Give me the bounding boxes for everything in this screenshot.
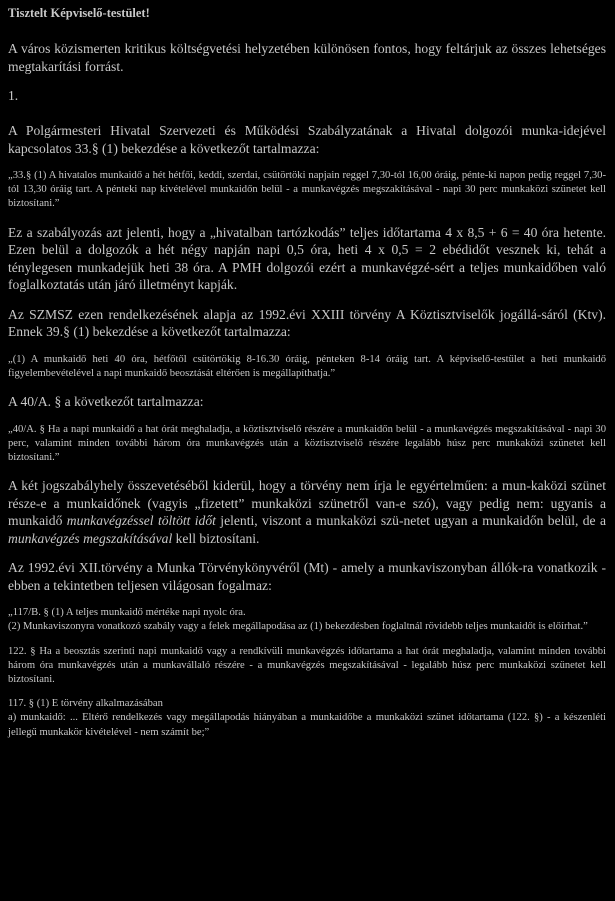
comparison-text-3: kell biztosítani. [172,530,260,546]
quote-ktv-39: „(1) A munkaidő heti 40 óra, hétfőtől csütörtökig 8-16.30 óráig, pénteken 8-14 óráig tart. A képviselő-testület a heti munkaidő figyelembevételével a napi munkaidő beosztását eltérően is megállapíthatja.” [8,353,606,379]
comparison-text-1: A két jogszabályhely összevetéséből kiderül, hogy a törvény nem írja le egyértelműen: a mun-kaközi szünet része-e a munkaidőnek (vagyis „fizetett” munkaközi szünetről van-e szó), vagy pedig nem: ugyanis a munkaidő [8,478,606,529]
paragraph-40a-intro: A 40/A. § a következőt tartalmazza: [8,394,204,410]
intro-paragraph: A város közismerten kritikus költségvetési helyzetében különösen fontos, hogy feltárjuk az összes lehetséges megtakarítási forrást. [8,41,606,74]
quote-mt-117-line-1: 117. § (1) E törvény alkalmazásában [8,698,163,710]
paragraph-szmsz: A Polgármesteri Hivatal Szervezeti és Működési Szabályzatának a Hivatal dolgozói munka-idejével kapcsolatos 33.§ (1) bekezdése a következőt tartalmazza: [8,123,606,156]
quote-mt-117b [8,606,606,634]
quote-szmsz-33: „33.§ (1) A hivatalos munkaidő a hét hétfői, keddi, szerdai, csütörtöki napjain reggel 7,30-tól 16,00 óráig, pénte-ki napon pedig reggel 7,30-tól 13,30 óráig tart. A pénteki nap kivételével munkaidőn belül - a munkavégzés megszakításával - napi 30 perc munkaközi szünetet kell biztosítani.” [8,170,606,210]
document-heading: Tisztelt Képviselő-testület! [8,6,150,20]
quote-mt-122: 122. § Ha a beosztás szerinti napi munkaidő vagy a rendkívüli munkavégzés időtartama a hat órát meghaladja, valamint minden további három óra munkavégzés után a munkavállaló részére - a munkavégzés megszakításával - legalább húsz perc munkaközi szünetet kell biztosítani. [8,645,606,685]
comparison-emphasis-2: munkavégzés megszakításával [8,530,173,546]
section-number: 1. [8,88,19,103]
quote-mt-117-line-2: a) munkaidő: ... Eltérő rendelkezés vagy megállapodás hiányában a munkaidőbe a munkaközi szünet időtartama (122. §) - a készenléti jellegű munkakör kivételével - nem számít be;” [8,712,606,738]
quote-mt-117b-line-2: (2) Munkaviszonyra vonatkozó szabály vagy a felek megállapodása az (1) bekezdésben foglaltnál rövidebb teljes munkaidőt is előírhat.” [8,621,588,633]
paragraph-comparison [8,477,606,547]
paragraph-ktv: Az SZMSZ ezen rendelkezésének alapja az 1992.évi XXIII törvény A Köztisztviselők jogállá-sáról (Ktv). Ennek 39.§ (1) bekezdése a következőt tartalmazza: [8,306,606,340]
comparison-emphasis-1: munkavégzéssel töltött időt [66,513,216,529]
paragraph-mt: Az 1992.évi XII.törvény a Munka Törvénykönyvéről (Mt) - amely a munkaviszonyban állók-ra vonatkozik - ebben a tekintetben teljesen világosan fogalmaz: [8,560,606,593]
paragraph-calculation: Ez a szabályozás azt jelenti, hogy a „hivatalban tartózkodás” teljes időtartama 4 x 8,5 + 6 = 40 óra hetente. Ezen belül a dolgozók a hét négy napján napi 0,5 óra, heti 4 x 0,5 = 2 ebédidőt vesznek ki, tehát a ténylegesen munkadejük heti 38 óra. A PMH dolgozói ezért a munkavégzé-sért a teljes munkaidőben való foglalkoztatás után járó illetményt kapják. [8,224,606,293]
quote-mt-117 [8,697,606,740]
quote-mt-117b-line-1: „117/B. § (1) A teljes munkaidő mértéke napi nyolc óra. [8,607,246,619]
comparison-text-2: jelenti, viszont a munkaközi szü-netet ugyan a munkaidőn belül, de a [215,513,606,529]
quote-ktv-40a: „40/A. § Ha a napi munkaidő a hat órát meghaladja, a köztisztviselő részére a munkaidőn belül - a munkavégzés megszakításával - napi 30 perc, valamint minden további három óra munkavégzés után a köztisztviselő részére legalább húsz perc munkaközi szünetet kell biztosítani.” [8,423,606,463]
